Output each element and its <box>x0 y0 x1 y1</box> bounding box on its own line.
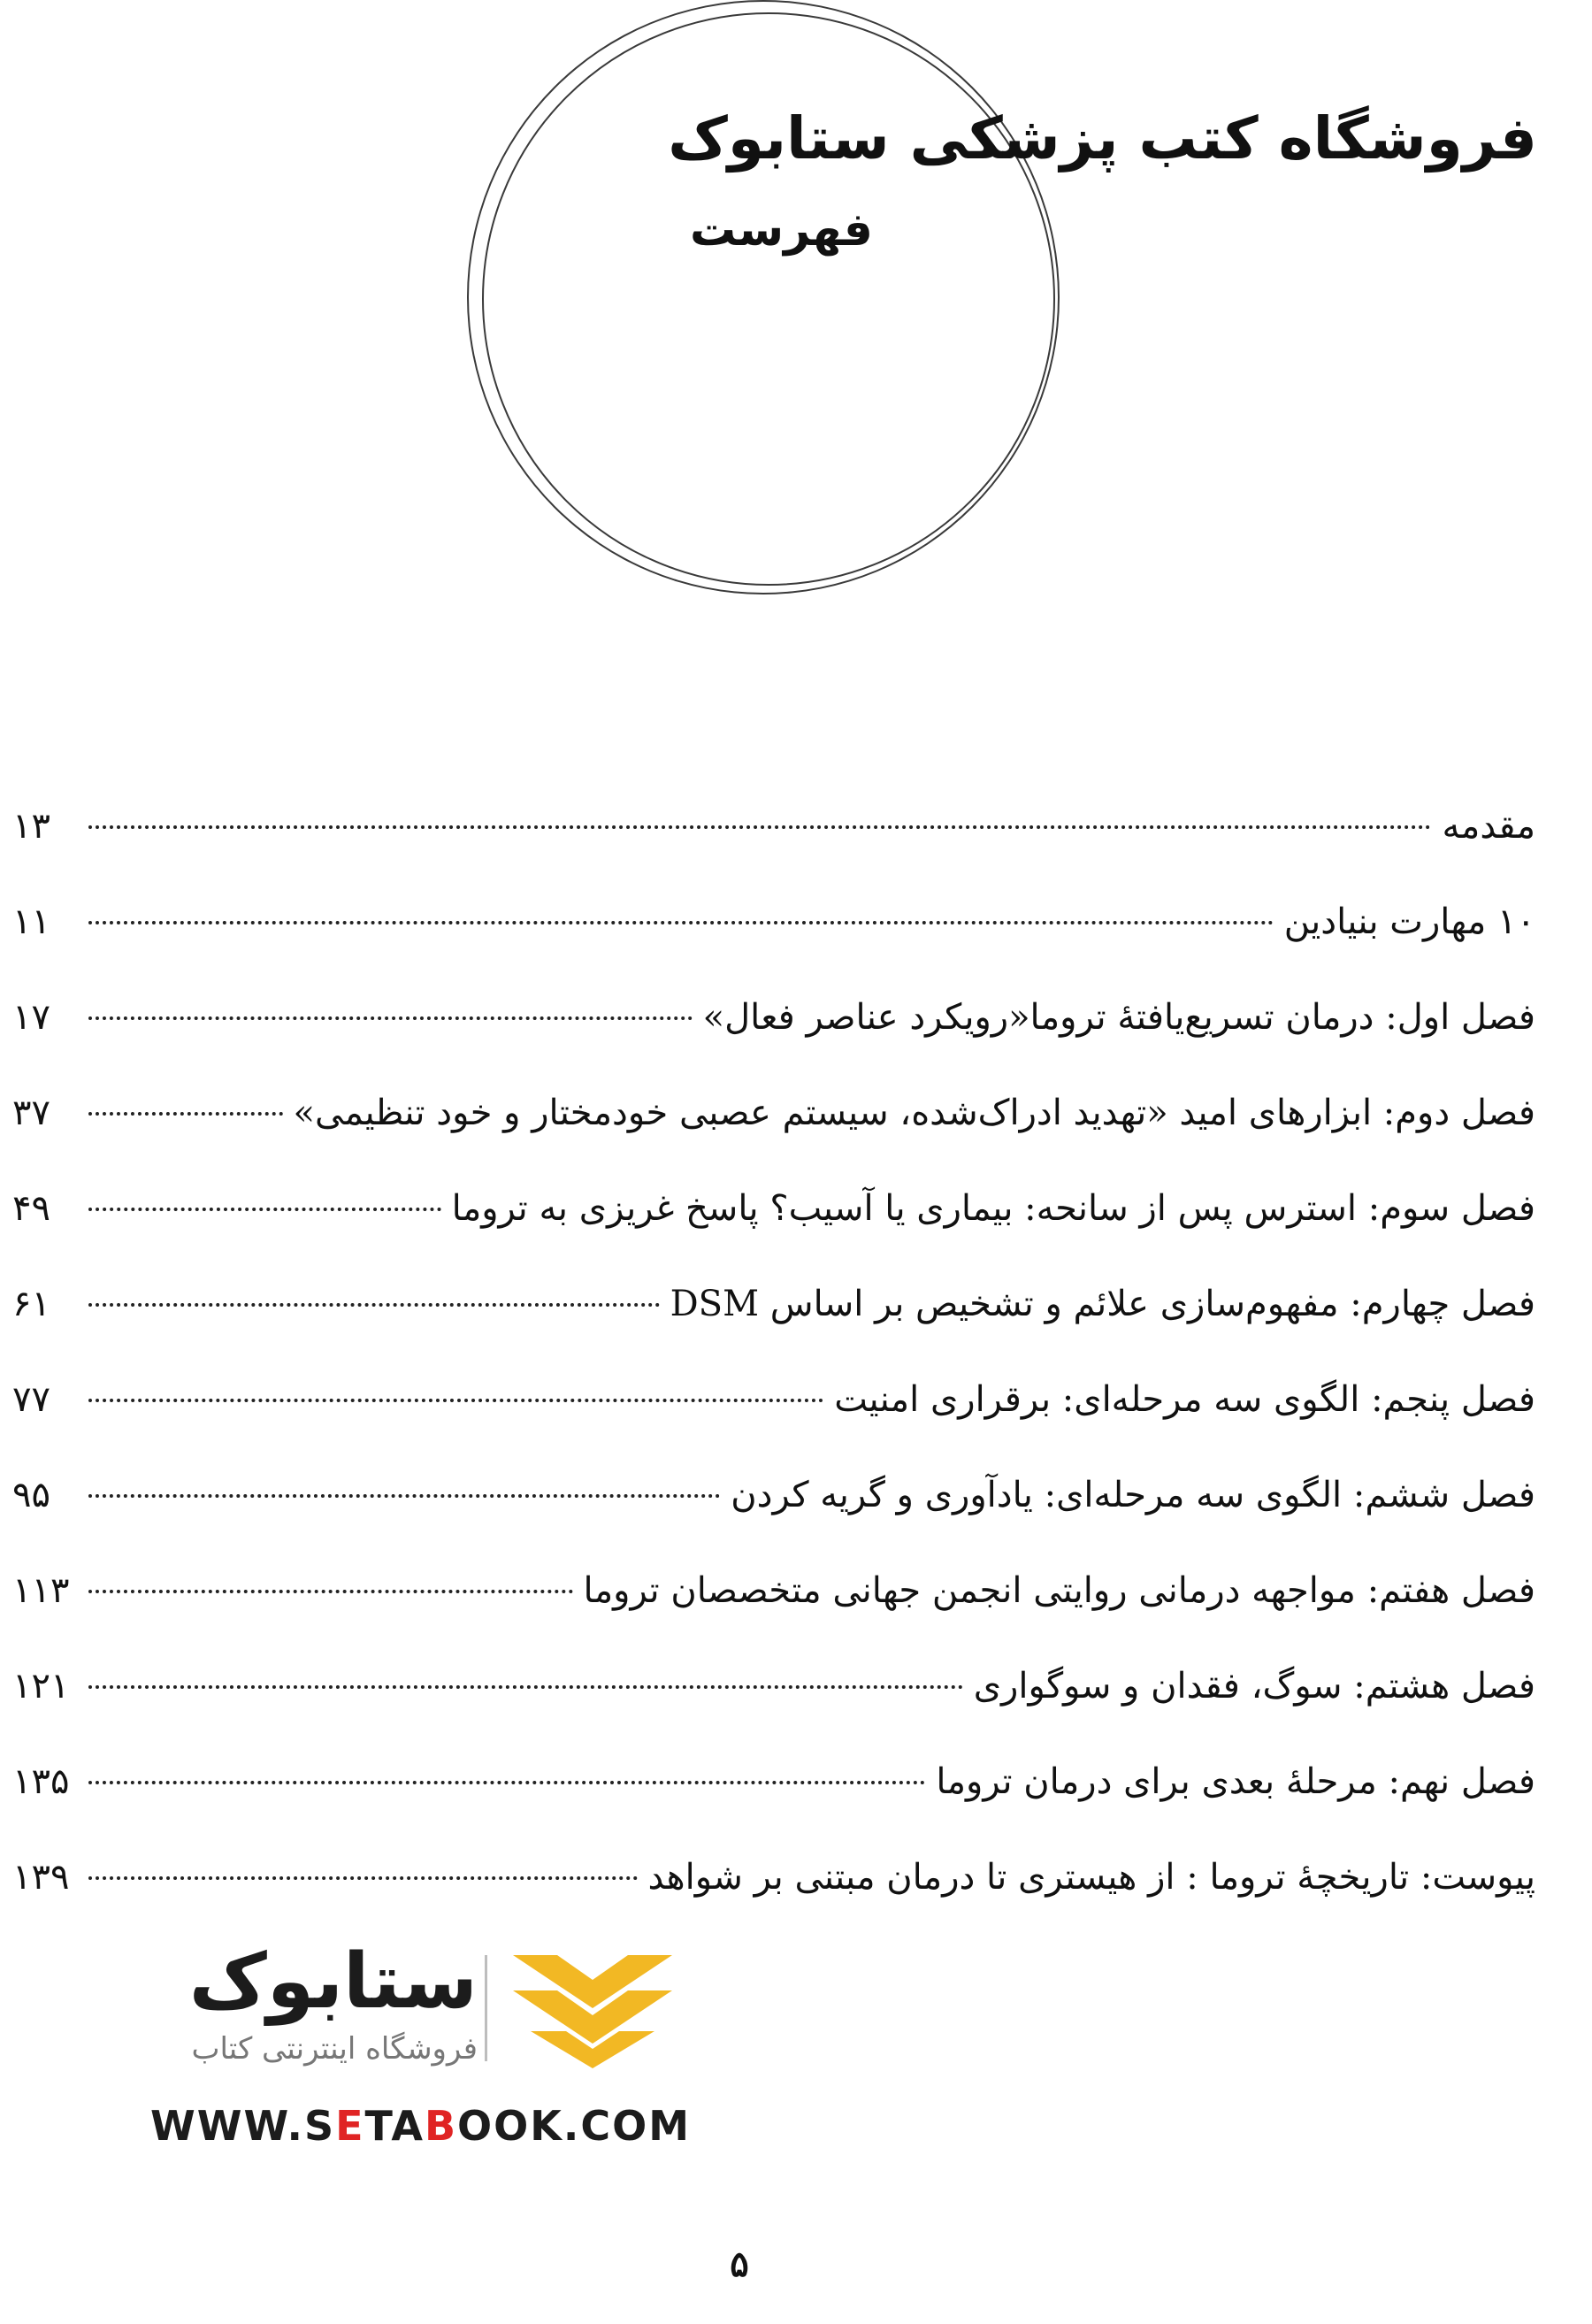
toc-leader-dots <box>88 1590 573 1593</box>
store-title: فروشگاه کتب پزشکی ستابوک <box>668 104 1537 173</box>
decorative-circle-inner <box>482 12 1055 586</box>
url-part-red: B <box>424 2102 457 2150</box>
toc-entry[interactable] <box>12 1543 1535 1638</box>
logo-url[interactable] <box>150 2102 691 2150</box>
toc-entry[interactable] <box>12 1161 1535 1256</box>
toc-entry[interactable] <box>12 779 1535 874</box>
logo-divider <box>485 1955 487 2061</box>
toc-entry-page: ۹۵ <box>12 1475 50 1515</box>
toc-leader-dots <box>88 1399 823 1402</box>
toc-entry-page: ۱۳۹ <box>12 1857 70 1898</box>
toc-leader-dots <box>88 921 1274 924</box>
toc-entry-title: فصل دوم: ابزارهای امید «تهدید ادراک‌شده، سیستم عصبی خودمختار و خود تنظیمی» <box>293 1093 1535 1133</box>
url-part: WWW.S <box>150 2102 336 2150</box>
toc-entry-page: ۴۹ <box>12 1188 50 1229</box>
toc-entry-page: ۱۳ <box>12 806 50 847</box>
toc-entry-page: ۱۷ <box>12 997 50 1038</box>
toc-heading: فهرست <box>690 203 873 257</box>
toc-entry[interactable] <box>12 1256 1535 1352</box>
toc-entry-title: فصل سوم: استرس پس از سانحه: بیماری یا آسیب؟ پاسخ غریزی به تروما <box>451 1188 1535 1229</box>
toc-leader-dots <box>88 1685 963 1689</box>
toc-leader-dots <box>88 1876 638 1880</box>
toc-entry[interactable] <box>12 1352 1535 1447</box>
toc-entry[interactable] <box>12 1447 1535 1543</box>
toc-leader-dots <box>88 1208 441 1211</box>
toc-leader-dots <box>88 1781 925 1784</box>
toc-entry[interactable] <box>12 1734 1535 1829</box>
url-part-red: E <box>335 2102 365 2150</box>
toc-leader-dots <box>88 1112 283 1116</box>
toc-entry-title: فصل چهارم: مفهوم‌سازی علائم و تشخیص بر اساس DSM <box>670 1284 1535 1324</box>
toc-leader-dots <box>88 1303 660 1307</box>
toc-leader-dots <box>88 825 1431 829</box>
toc-entry[interactable] <box>12 1065 1535 1161</box>
toc-entry[interactable] <box>12 874 1535 970</box>
toc-entry-page: ۱۳۵ <box>12 1761 70 1802</box>
toc-entry-title: فصل نهم: مرحلهٔ بعدی برای درمان تروما <box>936 1761 1535 1802</box>
toc-entry-page: ۷۷ <box>12 1379 50 1420</box>
chevron-stack-icon <box>504 1946 681 2070</box>
toc-entry-page: ۱۱ <box>12 901 50 942</box>
toc-entry-title: مقدمه <box>1442 806 1535 847</box>
toc-entry-title: فصل ششم: الگوی سه مرحله‌ای: یادآوری و گریه کردن <box>731 1475 1535 1515</box>
toc-entry-page: ۶۱ <box>12 1284 50 1324</box>
toc-entry-title: ۱۰ مهارت بنیادین <box>1283 901 1535 942</box>
logo-tagline: فروشگاه اینترنتی کتاب <box>191 2031 478 2067</box>
table-of-contents <box>12 779 1535 1925</box>
toc-entry-title: فصل هشتم: سوگ، فقدان و سوگواری <box>973 1666 1535 1707</box>
toc-entry-title: فصل پنجم: الگوی سه مرحله‌ای: برقراری امنیت <box>834 1379 1535 1420</box>
toc-entry[interactable] <box>12 1829 1535 1925</box>
toc-leader-dots <box>88 1016 693 1020</box>
toc-entry[interactable] <box>12 970 1535 1065</box>
toc-entry-page: ۱۱۳ <box>12 1570 70 1611</box>
toc-entry-title: فصل هفتم: مواجهه درمانی روایتی انجمن جهانی متخصصان تروما <box>583 1570 1535 1611</box>
url-part: TA <box>364 2102 425 2150</box>
url-part: OOK.COM <box>457 2102 691 2150</box>
toc-entry-title: فصل اول: درمان تسریع‌یافتهٔ تروما«رویکرد عناصر فعال» <box>702 997 1535 1038</box>
toc-entry-page: ۱۲۱ <box>12 1666 70 1707</box>
toc-entry[interactable] <box>12 1638 1535 1734</box>
logo-brand-text: ستابوک <box>188 1937 478 2026</box>
toc-entry-title: پیوست: تاریخچهٔ تروما : از هیستری تا درمان مبتنی بر شواهد <box>647 1857 1535 1898</box>
page-number: ۵ <box>730 2243 749 2285</box>
setabook-logo[interactable] <box>124 1929 690 2159</box>
toc-leader-dots <box>88 1494 720 1498</box>
toc-entry-page: ۳۷ <box>12 1093 50 1133</box>
